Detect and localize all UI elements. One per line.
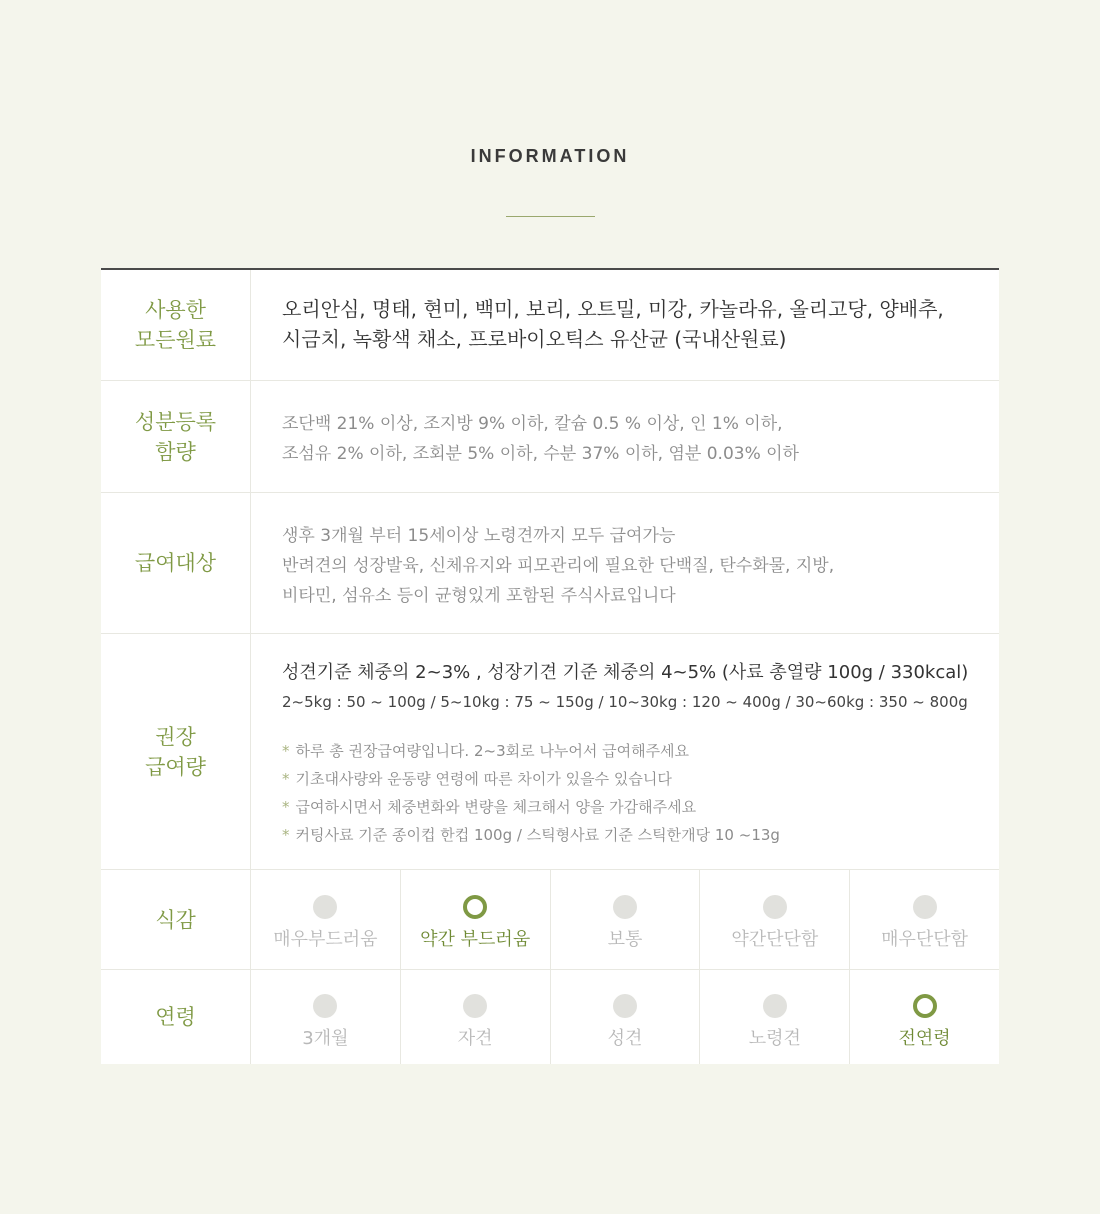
ingredients-line: 오리안심, 명태, 현미, 백미, 보리, 오트밀, 미강, 카놀라유, 올리고당, 양배추, xyxy=(282,297,944,321)
row-feeding xyxy=(101,634,999,870)
radio-dot-icon xyxy=(313,895,337,919)
nutrients-line: 조섬유 2% 이하, 조회분 5% 이하, 수분 37% 이하, 염분 0.03% 이하 xyxy=(282,444,799,464)
target-line: 반려견의 성장발육, 신체유지와 피모관리에 필요한 단백질, 탄수화물, 지방, xyxy=(282,556,835,576)
radio-dot-icon xyxy=(613,895,637,919)
feeding-note xyxy=(282,765,999,793)
row-label-ingredients: 사용한 모든원료 xyxy=(101,270,251,380)
radio-dot-icon xyxy=(763,994,787,1018)
row-ingredients xyxy=(101,270,999,381)
row-label-age: 연령 xyxy=(101,970,251,1064)
age-option-label: 자견 xyxy=(457,1028,493,1049)
nutrients-content xyxy=(251,381,999,492)
texture-option-label: 약간 부드러움 xyxy=(420,929,531,950)
asterisk-icon: * xyxy=(282,798,290,816)
texture-option xyxy=(700,870,850,969)
radio-dot-icon xyxy=(913,994,937,1018)
target-line: 비타민, 섬유소 등이 균형있게 포함된 주식사료입니다 xyxy=(282,586,676,606)
feeding-notes xyxy=(282,737,999,849)
age-option-label: 3개월 xyxy=(302,1028,349,1049)
texture-option xyxy=(251,870,401,969)
row-label-texture: 식감 xyxy=(101,870,251,969)
row-label-feeding: 권장 급여량 xyxy=(101,634,251,869)
feeding-content xyxy=(251,634,999,869)
asterisk-icon: * xyxy=(282,826,290,844)
radio-dot-icon xyxy=(613,994,637,1018)
age-option xyxy=(850,970,999,1064)
age-option xyxy=(700,970,850,1064)
age-option xyxy=(551,970,701,1064)
radio-dot-icon xyxy=(913,895,937,919)
age-option xyxy=(401,970,551,1064)
row-label-target: 급여대상 xyxy=(101,493,251,633)
feeding-note xyxy=(282,737,999,765)
row-label-nutrients: 성분등록 함량 xyxy=(101,381,251,492)
feeding-note-text: 급여하시면서 체중변화와 변량을 체크해서 양을 가감해주세요 xyxy=(295,798,697,816)
row-age xyxy=(101,970,999,1064)
feeding-note xyxy=(282,793,999,821)
texture-option-label: 보통 xyxy=(607,929,643,950)
row-nutrients xyxy=(101,381,999,493)
feeding-note-text: 하루 총 권장급여량입니다. 2~3회로 나누어서 급여해주세요 xyxy=(295,742,690,760)
heading-divider xyxy=(506,216,595,217)
age-option-label: 전연령 xyxy=(898,1028,951,1049)
row-target xyxy=(101,493,999,634)
feeding-note-text: 커팅사료 기준 종이컵 한컵 100g / 스틱형사료 기준 스틱한개당 10 ~13g xyxy=(295,826,780,844)
target-line: 생후 3개월 부터 15세이상 노령견까지 모두 급여가능 xyxy=(282,526,676,546)
target-content xyxy=(251,493,999,633)
row-texture xyxy=(101,870,999,970)
asterisk-icon: * xyxy=(282,742,290,760)
age-options xyxy=(251,970,999,1064)
radio-dot-icon xyxy=(763,895,787,919)
feeding-weight-line: 2~5kg : 50 ~ 100g / 5~10kg : 75 ~ 150g / 10~30kg : 120 ~ 400g / 30~60kg : 350 ~ 800g xyxy=(282,693,968,711)
feeding-note-text: 기초대사량와 운동량 연령에 따른 차이가 있을수 있습니다 xyxy=(295,770,672,788)
age-option xyxy=(251,970,401,1064)
texture-option-label: 매우단단함 xyxy=(881,929,969,950)
radio-dot-icon xyxy=(463,994,487,1018)
texture-option-label: 매우부드러움 xyxy=(273,929,378,950)
feeding-main-line: 성견기준 체중의 2~3% , 성장기견 기준 체중의 4~5% (사료 총열량 100g / 330kcal) xyxy=(282,662,969,683)
nutrients-line: 조단백 21% 이상, 조지방 9% 이하, 칼슘 0.5 % 이상, 인 1% 이하, xyxy=(282,414,783,434)
age-option-label: 노령견 xyxy=(748,1028,801,1049)
texture-option xyxy=(401,870,551,969)
asterisk-icon: * xyxy=(282,770,290,788)
feeding-note xyxy=(282,821,999,849)
texture-option xyxy=(551,870,701,969)
radio-dot-icon xyxy=(463,895,487,919)
ingredients-content xyxy=(251,270,999,380)
page-heading: INFORMATION xyxy=(470,146,630,166)
texture-option xyxy=(850,870,999,969)
texture-option-label: 약간단단함 xyxy=(731,929,819,950)
info-table xyxy=(101,268,999,1064)
age-option-label: 성견 xyxy=(607,1028,643,1049)
texture-options xyxy=(251,870,999,969)
radio-dot-icon xyxy=(313,994,337,1018)
ingredients-line: 시금치, 녹황색 채소, 프로바이오틱스 유산균 (국내산원료) xyxy=(282,327,787,351)
